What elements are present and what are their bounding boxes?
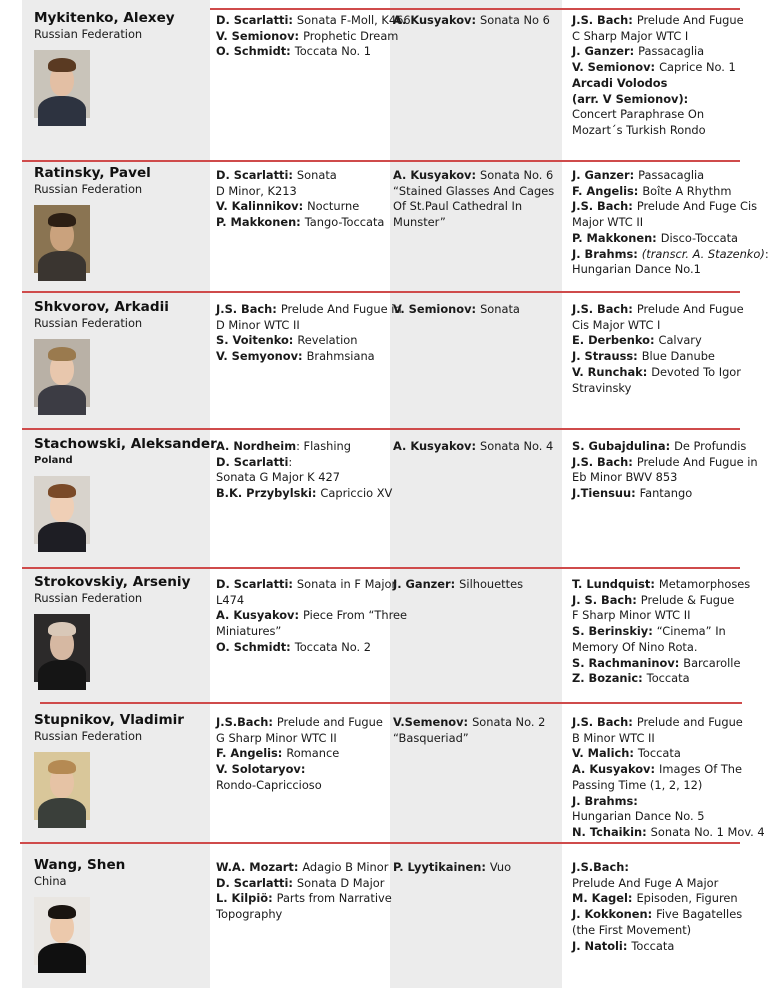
composer-name: A. Kusyakov: — [393, 168, 480, 182]
composer-name: A. Kusyakov: — [393, 13, 480, 27]
program-line — [572, 247, 769, 263]
composer-name: A. Kusyakov: — [572, 762, 659, 777]
competitor-name: Strokovskiy, Arseniy — [34, 574, 191, 590]
program-line — [216, 577, 407, 593]
competitor-country: Poland — [34, 455, 73, 466]
program-line — [393, 577, 523, 593]
program-line — [216, 731, 383, 747]
work-title: Sonata D Major — [296, 875, 385, 890]
program-line — [572, 349, 744, 365]
work-title: Toccata No. 1 — [294, 44, 372, 59]
program-line — [572, 486, 758, 502]
program-line — [572, 92, 744, 108]
program-line — [216, 778, 383, 794]
composer-name: A. Kusyakov: — [393, 439, 480, 453]
work-title: Sonata F-Moll, K466 — [296, 13, 411, 27]
composer-name: E. Derbenko: — [572, 333, 659, 348]
work-title: Boîte A Rhythm — [642, 183, 732, 198]
competitor-cell — [34, 712, 184, 744]
work-title: Prelude And Fugue in — [636, 454, 758, 469]
program-line — [393, 13, 550, 29]
program-line — [216, 715, 383, 731]
work-title: Five Bagatelles — [656, 907, 743, 922]
program-line — [572, 907, 742, 923]
program-line — [216, 13, 411, 29]
work-title: Rondo-Capriccioso — [216, 777, 322, 792]
work-title: Sonata G Major K 427 — [216, 470, 340, 485]
program-line — [572, 778, 765, 794]
work-title: Passacaglia — [638, 44, 705, 59]
program-line — [216, 907, 392, 923]
program-line — [216, 215, 384, 231]
work-title: Of St.Paul Cathedral In — [393, 199, 523, 214]
program-line — [216, 486, 392, 502]
composer-name: J. Brahms: — [572, 793, 638, 808]
program-line — [216, 199, 384, 215]
composer-name: J. Ganzer: — [572, 44, 639, 59]
program-line — [572, 107, 744, 123]
program-line — [393, 715, 545, 731]
program-line — [572, 60, 744, 76]
competitor-cell — [34, 10, 175, 42]
arrangement-note: (transcr. A. Stazenko) — [641, 246, 765, 261]
composer-name: O. Schmidt: — [216, 44, 295, 59]
composer-name: V. Semionov: — [393, 302, 481, 316]
work-title: Caprice No. 1 — [659, 60, 736, 75]
row-divider — [22, 567, 740, 569]
row-divider — [20, 842, 740, 844]
program-line — [393, 168, 554, 184]
work-title: C Sharp Major WTC I — [572, 28, 689, 43]
work-title: Brahmsiana — [306, 349, 375, 364]
program-line — [572, 123, 744, 139]
work-title: Nocturne — [307, 199, 360, 214]
composer-name: N. Tchaikin: — [572, 824, 651, 839]
program-line — [216, 168, 384, 184]
program-line — [393, 184, 554, 200]
work-title: Toccata No. 2 — [294, 639, 372, 654]
program-line — [216, 762, 383, 778]
program-line — [572, 762, 765, 778]
competitor-name: Shkvorov, Arkadii — [34, 299, 169, 315]
work-title: Sonata No. 4 — [480, 439, 554, 453]
photo-body — [38, 660, 86, 690]
composer-name: J. Ganzer: — [572, 168, 639, 182]
work-title: B Minor WTC II — [572, 730, 655, 745]
composer-name: V. Semyonov: — [216, 349, 307, 364]
composer-name: J.S. Bach: — [572, 302, 637, 316]
photo-hair — [48, 622, 76, 636]
program-line — [216, 608, 407, 624]
program-line — [572, 671, 750, 687]
program-line — [393, 215, 554, 231]
work-title: “Cinema” In — [656, 624, 726, 639]
program-line — [572, 876, 742, 892]
competitor-photo — [34, 205, 90, 273]
competitor-name: Mykitenko, Alexey — [34, 10, 175, 26]
composer-name: V. Malich: — [572, 746, 638, 761]
work-title: D Minor WTC II — [216, 317, 300, 332]
round3-program — [572, 439, 758, 502]
composer-name: S. Gubajdulina: — [572, 439, 675, 453]
work-title: Mozart´s Turkish Rondo — [572, 122, 706, 137]
photo-body — [38, 798, 86, 828]
work-title: “Stained Glasses And Cages — [393, 183, 555, 198]
composer-name: J. Kokkonen: — [572, 907, 657, 922]
competitor-name: Stachowski, Aleksander — [34, 436, 217, 452]
competitor-country: Russian Federation — [34, 591, 143, 605]
work-title: F Sharp Minor WTC II — [572, 608, 691, 623]
program-line — [572, 715, 765, 731]
work-title: Munster” — [393, 215, 446, 230]
composer-name: J.S.Bach: — [572, 860, 629, 874]
work-title: Passacaglia — [638, 168, 705, 182]
work-title: Memory Of Nino Rota. — [572, 639, 698, 654]
competitor-cell — [34, 165, 151, 197]
work-title: Prelude And Fuge A Major — [572, 875, 719, 890]
photo-body — [38, 96, 86, 126]
work-title: Barcarolle — [683, 655, 741, 670]
work-title: (the First Movement) — [572, 922, 692, 937]
program-line — [572, 29, 744, 45]
composer-name: V. Semionov: — [216, 28, 304, 43]
work-title: Calvary — [658, 333, 702, 348]
composer-name: A. Nordheim — [216, 439, 297, 453]
program-line — [216, 640, 407, 656]
composer-name: J. Ganzer: — [393, 577, 460, 591]
program-line — [572, 825, 765, 841]
composer-name: L. Kilpiö: — [216, 891, 277, 906]
program-line — [393, 439, 553, 455]
program-line — [572, 656, 750, 672]
program-line — [572, 746, 765, 762]
program-line — [216, 333, 402, 349]
program-line — [216, 29, 411, 45]
composer-name: Arcadi Volodos — [572, 75, 668, 90]
round2-program — [393, 302, 520, 318]
work-title: Toccata — [631, 938, 675, 953]
competitor-name: Wang, Shen — [34, 857, 126, 873]
work-title: Stravinsky — [572, 380, 632, 395]
work-title: Prelude & Fugue — [640, 592, 735, 607]
work-title: Prelude and Fugue — [276, 715, 383, 729]
round2-program — [393, 860, 511, 876]
work-title: D Minor, K213 — [216, 183, 297, 198]
program-line — [216, 302, 402, 318]
photo-body — [38, 943, 86, 973]
work-title: : Flashing — [296, 439, 351, 453]
work-title: Hungarian Dance No.1 — [572, 262, 701, 277]
composer-name: (arr. V Semionov): — [572, 91, 689, 106]
work-title: Metamorphoses — [658, 577, 751, 591]
competitor-photo — [34, 50, 90, 118]
round2-program — [393, 13, 550, 29]
program-line — [216, 746, 383, 762]
composer-name: D. Scarlatti: — [216, 168, 297, 182]
competitor-photo — [34, 897, 90, 965]
composer-name: D. Scarlatti — [216, 454, 289, 469]
program-line — [572, 470, 758, 486]
work-title: Images Of The — [659, 762, 743, 777]
composer-name: J.S. Bach: — [572, 199, 637, 214]
composer-name: D. Scarlatti: — [216, 577, 297, 591]
round2-column-shade — [390, 0, 562, 988]
program-line — [572, 860, 742, 876]
row-divider — [22, 291, 740, 293]
composer-name: M. Kagel: — [572, 891, 637, 906]
work-title: Miniatures” — [216, 624, 282, 639]
work-title: Revelation — [297, 333, 358, 348]
composer-name: V. Solotaryov: — [216, 762, 306, 777]
composer-name: V.Semenov: — [393, 715, 473, 729]
photo-hair — [48, 58, 76, 72]
work-title: Toccata — [637, 746, 681, 761]
composer-name: J. Strauss: — [572, 349, 642, 364]
program-line — [216, 891, 392, 907]
program-line — [216, 439, 392, 455]
work-title: Piece From “Three — [303, 608, 408, 623]
row-divider — [22, 428, 740, 430]
program-line — [572, 199, 769, 215]
program-line — [216, 593, 407, 609]
program-line — [572, 184, 769, 200]
work-title: Parts from Narrative — [276, 891, 392, 906]
program-line — [216, 470, 392, 486]
work-title: Sonata — [480, 302, 520, 316]
composer-name: J. Natoli: — [572, 938, 632, 953]
round2-program — [393, 715, 545, 746]
work-title: Disco-Toccata — [660, 230, 739, 245]
composer-name: J.S. Bach: — [572, 454, 637, 469]
program-line — [572, 302, 744, 318]
program-line — [572, 231, 769, 247]
program-line — [572, 168, 769, 184]
composer-name: J.S. Bach: — [572, 715, 637, 729]
competitor-cell — [34, 857, 125, 889]
work-title: Toccata — [646, 671, 690, 686]
work-title: Prelude and Fugue — [636, 715, 743, 729]
photo-hair — [48, 760, 76, 774]
program-line — [572, 333, 744, 349]
work-title: Concert Paraphrase On — [572, 107, 705, 122]
program-line — [216, 318, 402, 334]
composer-name: T. Lundquist: — [572, 577, 659, 591]
program-line — [572, 455, 758, 471]
photo-body — [38, 385, 86, 415]
work-title: : — [288, 454, 293, 469]
program-line — [572, 215, 769, 231]
work-title: Prelude And Fugue — [636, 302, 744, 316]
composer-name: J.S.Bach: — [216, 715, 277, 729]
program-line — [572, 13, 744, 29]
program-line — [216, 184, 384, 200]
round3-program — [572, 577, 750, 687]
composer-name: O. Schmidt: — [216, 639, 295, 654]
work-title: De Profundis — [674, 439, 747, 453]
round3-program — [572, 302, 744, 396]
competitor-country: Russian Federation — [34, 27, 143, 41]
round2-program — [393, 577, 523, 593]
program-line — [393, 199, 554, 215]
competitor-photo — [34, 752, 90, 820]
composer-name: S. Voitenko: — [216, 333, 298, 348]
composer-name: V. Runchak: — [572, 364, 652, 379]
photo-hair — [48, 905, 76, 919]
round1-program — [216, 577, 407, 656]
competitor-country: China — [34, 874, 67, 888]
work-title: Vuo — [489, 860, 512, 874]
program-line — [572, 76, 744, 92]
program-line — [216, 876, 392, 892]
round2-program — [393, 168, 554, 231]
work-title: Episoden, Figuren — [636, 891, 738, 906]
work-title: : — [764, 246, 769, 261]
work-title: Major WTC II — [572, 215, 644, 230]
program-line — [216, 860, 392, 876]
program-line — [572, 794, 765, 810]
work-title: Sonata in F Major — [296, 577, 397, 591]
composer-name: V. Kalinnikov: — [216, 199, 308, 214]
work-title: Adagio B Minor — [302, 860, 389, 874]
round1-program — [216, 302, 402, 365]
composer-name: W.A. Mozart: — [216, 860, 303, 874]
program-line — [216, 349, 402, 365]
program-line — [572, 262, 769, 278]
program-line — [572, 608, 750, 624]
work-title: Topography — [216, 907, 283, 922]
work-title: Prophetic Dream — [303, 28, 399, 43]
composer-name: V. Semionov: — [572, 60, 660, 75]
work-title: “Basqueriad” — [393, 730, 469, 745]
program-line — [393, 860, 511, 876]
composer-name: S. Rachmaninov: — [572, 655, 684, 670]
round3-program — [572, 860, 742, 954]
composer-name: S. Berinskiy: — [572, 624, 657, 639]
program-line — [572, 593, 750, 609]
competitor-name: Ratinsky, Pavel — [34, 165, 151, 181]
round3-program — [572, 13, 744, 139]
program-line — [572, 44, 744, 60]
row-divider — [22, 160, 740, 162]
composer-name: D. Scarlatti: — [216, 875, 297, 890]
work-title: Fantango — [639, 486, 693, 501]
work-title: Tango-Toccata — [304, 215, 385, 230]
work-title: Blue Danube — [641, 349, 715, 364]
work-title: Hungarian Dance No. 5 — [572, 809, 705, 824]
work-title: Cis Major WTC I — [572, 317, 661, 332]
round1-program — [216, 13, 411, 60]
composer-name: J. S. Bach: — [572, 592, 641, 607]
competitor-photo — [34, 476, 90, 544]
row-divider — [40, 702, 742, 704]
photo-hair — [48, 484, 76, 498]
row-divider — [210, 8, 740, 10]
composer-name: F. Angelis: — [216, 746, 287, 761]
program-line — [572, 923, 742, 939]
photo-hair — [48, 213, 76, 227]
work-title: Devoted To Igor — [651, 364, 741, 379]
composer-name: J.S. Bach: — [216, 302, 281, 316]
work-title: Sonata No. 6 — [480, 168, 554, 182]
round1-program — [216, 715, 383, 794]
program-line — [572, 365, 744, 381]
composer-name: P. Lyytikainen: — [393, 860, 490, 874]
composer-name: J. Brahms: — [572, 246, 642, 261]
competitor-cell — [34, 574, 190, 606]
work-title: Romance — [286, 746, 340, 761]
composer-name: Z. Bozanic: — [572, 671, 647, 686]
work-title: Passing Time (1, 2, 12) — [572, 777, 703, 792]
competitor-country: Russian Federation — [34, 316, 143, 330]
round2-program — [393, 439, 553, 455]
composer-name: F. Angelis: — [572, 183, 643, 198]
program-line — [572, 624, 750, 640]
round3-program — [572, 168, 769, 278]
competitor-name: Stupnikov, Vladimir — [34, 712, 184, 728]
work-title: Sonata No. 1 Mov. 4 — [650, 824, 765, 839]
composer-name: A. Kusyakov: — [216, 608, 303, 623]
work-title: G Sharp Minor WTC II — [216, 730, 337, 745]
composer-name: B.K. Przybylski: — [216, 486, 321, 501]
work-title: Prelude And Fugue in — [280, 302, 402, 316]
program-line — [572, 731, 765, 747]
program-line — [393, 302, 520, 318]
composer-name: P. Makkonen: — [216, 215, 305, 230]
round1-program — [216, 439, 392, 502]
composer-name: P. Makkonen: — [572, 230, 661, 245]
work-title: Sonata No 6 — [480, 13, 550, 27]
program-line — [572, 939, 742, 955]
photo-body — [38, 251, 86, 281]
program-line — [572, 640, 750, 656]
work-title: Prelude And Fuge Cis — [636, 199, 758, 214]
photo-body — [38, 522, 86, 552]
competitor-cell — [34, 436, 217, 468]
competitor-photo — [34, 614, 90, 682]
round1-program — [216, 860, 392, 923]
competitor-photo — [34, 339, 90, 407]
competitor-country: Russian Federation — [34, 729, 143, 743]
photo-hair — [48, 347, 76, 361]
program-line — [216, 455, 392, 471]
round3-program — [572, 715, 765, 841]
work-title: Sonata No. 2 — [472, 715, 546, 729]
work-title: Silhouettes — [459, 577, 524, 591]
program-line — [216, 624, 407, 640]
composer-name: J.Tiensuu: — [572, 486, 640, 501]
composer-name: J.S. Bach: — [572, 13, 637, 27]
competitor-country: Russian Federation — [34, 182, 143, 196]
program-line — [572, 891, 742, 907]
program-line — [572, 439, 758, 455]
work-title: L474 — [216, 592, 245, 607]
round1-program — [216, 168, 384, 231]
composer-name: D. Scarlatti: — [216, 13, 297, 27]
work-title: Sonata — [296, 168, 337, 182]
program-line — [393, 731, 545, 747]
program-line — [572, 381, 744, 397]
program-line — [216, 44, 411, 60]
program-line — [572, 809, 765, 825]
competitor-cell — [34, 299, 169, 331]
work-title: Eb Minor BWV 853 — [572, 470, 678, 485]
program-line — [572, 577, 750, 593]
work-title: Capriccio XV — [320, 486, 393, 501]
program-line — [572, 318, 744, 334]
work-title: Prelude And Fugue — [636, 13, 744, 27]
